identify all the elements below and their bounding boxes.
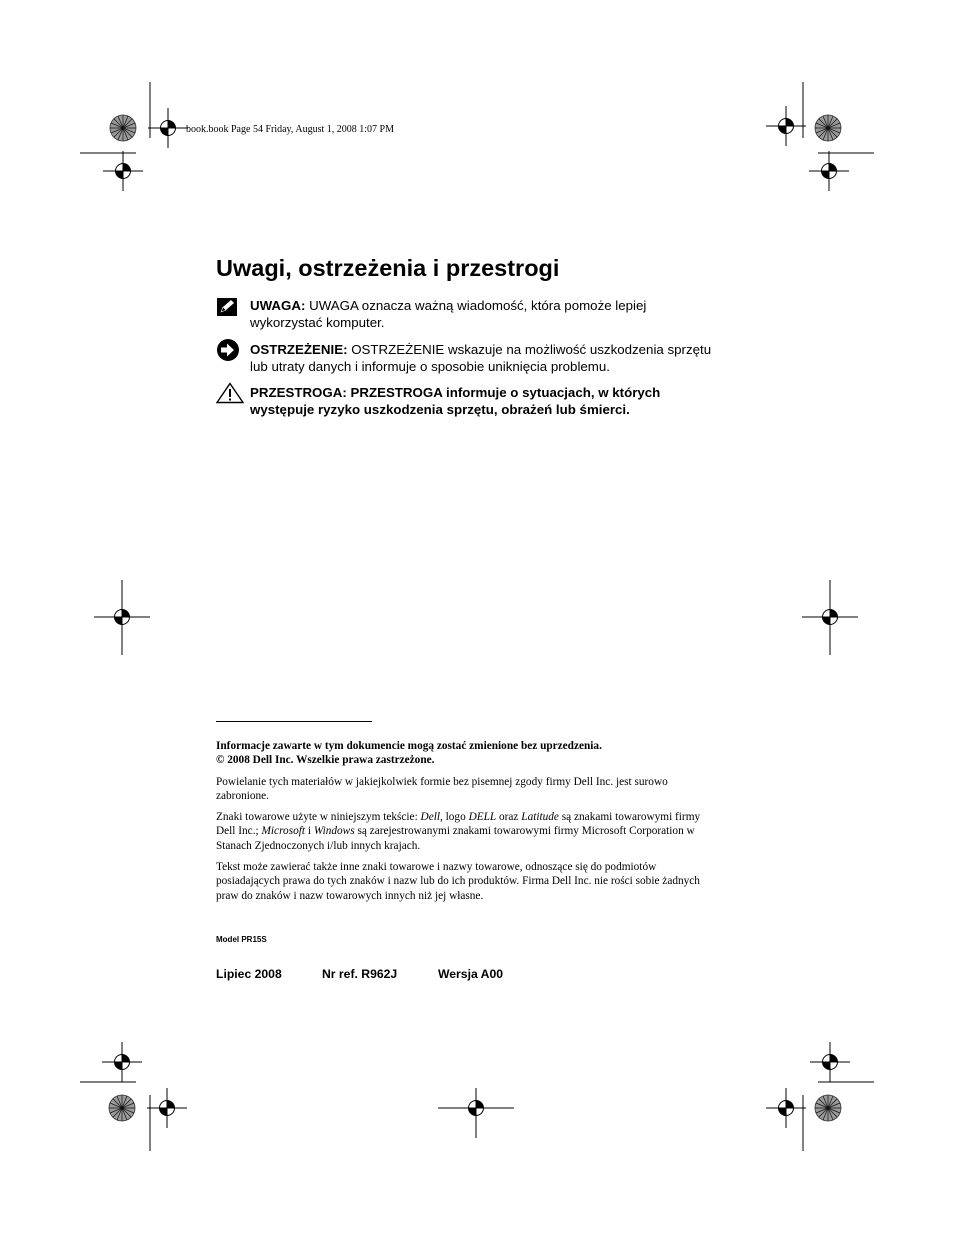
change-notice: Informacje zawarte w tym dokumencie mogą zostać zmienione bez uprzedzenia. (216, 740, 602, 752)
trademarks-notice (216, 810, 721, 853)
notice-label: OSTRZEŻENIE: (250, 342, 348, 357)
trademark-dell: Dell (420, 811, 440, 823)
star-target-icon (815, 115, 841, 141)
registration-cross-icon (103, 151, 143, 191)
registration-cross-icon (810, 1042, 850, 1082)
notice-text: OSTRZEŻENIE wskazuje na możliwość uszkodzenia sprzętu lub utraty danych i informuje o sposobie uniknięcia problemu. (250, 342, 712, 374)
page-title: Uwagi, ostrzeżenia i przestrogi (216, 255, 560, 281)
part-number: Nr ref. R962J (322, 967, 398, 981)
trademarks-text: i (305, 825, 314, 838)
version: Wersja A00 (438, 967, 504, 981)
registration-cross-icon (809, 151, 849, 191)
trademarks-text: Znaki towarowe użyte w niniejszym tekście: (216, 811, 421, 823)
footnote-rule (216, 721, 372, 722)
note-notice (250, 297, 720, 331)
trademarks-text: , logo (440, 811, 469, 823)
print-header-info: book.book Page 54 Friday, August 1, 2008 1:07 PM (186, 124, 394, 135)
registration-cross-icon (102, 1042, 142, 1082)
reproduction-notice: Powielanie tych materiałów w jakiejkolwiek formie bez pisemnej zgody firmy Dell Inc. jest surowo zabronione. (216, 776, 668, 803)
release-date: Lipiec 2008 (216, 967, 282, 981)
notice-arrow-icon (216, 338, 240, 366)
registration-cross-icon (147, 1088, 187, 1128)
trademarks-text: oraz (496, 811, 522, 823)
caution-label: PRZESTROGA: (250, 385, 347, 400)
trademarks-text: są znakami towarowymi firmy Dell Inc.; (216, 811, 701, 838)
note-pencil-icon (216, 297, 238, 321)
registration-cross-icon (148, 108, 188, 148)
star-target-icon (110, 115, 136, 141)
info-statement (216, 739, 736, 768)
warning-triangle-icon (216, 382, 244, 408)
registration-cross-icon (766, 106, 806, 146)
caution-text: PRZESTROGA informuje o sytuacjach, w których występuje ryzyko uszkodzenia sprzętu, obrażeń lub śmierci. (250, 385, 661, 417)
caution-block (250, 384, 720, 418)
model-number: Model PR15S (216, 935, 267, 944)
copyright: © 2008 Dell Inc. Wszelkie prawa zastrzeżone. (216, 754, 435, 767)
notice-block (250, 341, 720, 375)
star-target-icon (815, 1095, 841, 1121)
trademark-microsoft: Microsoft (261, 825, 306, 838)
note-label: UWAGA: (250, 298, 306, 313)
trademark-dell-logo: DELL (468, 811, 497, 823)
trademark-windows: Windows (313, 825, 355, 838)
trademark-latitude: Latitude (521, 811, 559, 823)
star-target-icon (109, 1095, 135, 1121)
trademarks-text: są zarejestrowanymi znakami towarowymi firmy Microsoft Corporation w Stanach Zjednoczonych i/lub innych krajach. (216, 825, 695, 852)
registration-cross-icon (766, 1088, 806, 1128)
note-text: UWAGA oznacza ważną wiadomość, która pomoże lepiej wykorzystać komputer. (250, 298, 647, 330)
other-trademarks-notice: Tekst może zawierać także inne znaki towarowe i nazwy towarowe, odnoszące się do podmiotów posiadających prawa do tych znaków i nazw lub do ich produktów. Firma Dell Inc. nie rości sobie żadnych praw do znaków i nazw towarowych innych niż jej własne. (216, 861, 700, 902)
